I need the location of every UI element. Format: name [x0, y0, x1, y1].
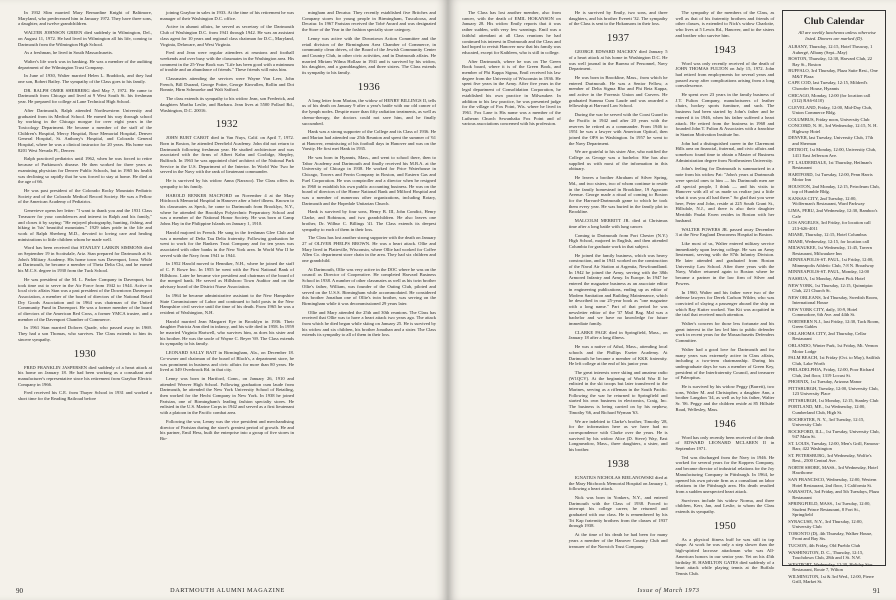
calendar-entry: CAPE COD, last Tuesday, 12:15, Mildred's Chowder House, Hyannis	[788, 80, 868, 92]
calendar-entry: BUFFALO, 3rd Thursday, Plaza Suite Rest., One M&T Plaza	[788, 68, 878, 79]
calendar-entry: NASHUA, 1st Monday, Albert Pick Hotel	[788, 275, 865, 281]
obituary-paragraph: WALTER JOHNSON GREEN died suddenly in Wilmington, Del., on August 11, 1972. He had lived in Wilmington all his life, coming to Dartmouth from the Wilmington High School.	[18, 30, 152, 47]
calendar-entry: CHICAGO, Monday, 12:00 (for location call (312) RA6-6110)	[788, 92, 871, 104]
obituary-paragraph: The sympathy of the members of the Class, as well as that of his fraternity brothers and friends of other classes, is extended to Nick's widow Charlotte, who lives at 5 Lewis Rd., Hanover, and to the sisters and brother who survive him.	[675, 10, 775, 38]
calendar-entry: CONCORD, N. H., 3rd Wednesday, 12:15, N. H. Highway Hotel	[788, 123, 878, 134]
year-heading-1943: 1943	[713, 44, 737, 56]
calendar-entry: ST. LOUIS, Tuesday, 12:00, Men's Grill, Famous-Barr, 422 Washington	[788, 440, 880, 452]
right-col-1	[462, 10, 561, 582]
obituary-paragraph: During the war he served with the Coast Guard in the Pacific in 1942 and after 20 years with the reserves he retired as a commander. From 1946 to 1951 he was a lawyer with American Optical, then joined the OPS in Washington. In 1957 he went to the Navy Department.	[568, 112, 668, 146]
club-calendar-box	[782, 10, 886, 585]
calendar-entry: NORTHERN N.J., last Friday, 12:30, Tack Room, Green Gables	[788, 318, 880, 330]
obituary-paragraph: Active in alumni affairs, he served as secretary of the Dartmouth Club of Washington D.C. from 1941 through 1942. He was an assistant class agent for 10 years and regional class chairman for D.C., Maryland, Virginia, Delaware, and West Virginia.	[160, 24, 294, 47]
year-heading-1938: 1938	[607, 458, 630, 470]
obituary-paragraph: DR. RALPH OMER SHERBERG died May 7, 1972. He came to Dartmouth from Chicago and lived at 9 West South St. his freshman year. He prepared for college at Lane Technical High School.	[18, 87, 152, 105]
year-heading-1950: 1950	[713, 520, 737, 532]
obituary-paragraph: In June of 1930, Walter married Helen L. Braddock, and they had one son, Robert Bailey. The sympathy of the Class goes to his family.	[18, 73, 152, 85]
calendar-entry: NORTH SHORE, MASS., 3rd Wednesday, Hotel Hawthorne	[788, 464, 878, 476]
left-col-3	[302, 10, 436, 582]
obituary-paragraph: We are indebted to Clarke's brother, Timothy '28, for the information here as we have had no correspondence with Clarke over the years. He is survived by his widow Alice (D. Steve) Way, East Longmeadow, Mass., three daughters, a sister, and his brother.	[568, 418, 668, 453]
obituary-paragraph: He spent over 23 years in the family business of J.T. Fulton Company, manufacturers of leather chairs, hockey sports furniture, and such. The business had been started by John's father and he entered it in 1946, when his father suffered a heart attack. He retired from the business in 1968 and founded John T. Fulton & Associates with a franchise in Stanton Motivation Institute Inc.	[675, 92, 775, 137]
obituary-paragraph: FRED FRANKLIN JASPERSEN died suddenly of a heart attack at his home on January 18. He had been working as a consultant and manufacturer's representative since his retirement from Graybar Electric Company in 1966.	[18, 364, 152, 387]
right-footer	[448, 587, 896, 595]
obituary-paragraph: Genevieve opens her letter: "I want to thank you and the 1931 Class Treasurer for your condolences and interest in Ralph and his family," and closes it by saying: "He enjoyed photography, hunting, fishing, and hiking in 'his' beautiful mountains." 1929 takes pride in the life and work of Ralph Sherberg M.D., devoted to loving care and healing ministrations to little children whom he made well.	[18, 208, 152, 242]
obituary-paragraph: Lenny was born in Hartford, Conn., on January 26, 1910 and attended Weaver High School. Following graduation cum laude from Dartmouth, he attended the New York University School of Retailing, then worked for the Hecht Company in New York. In 1938 he joined Parisian, one of Birmingham's leading fashion specialty stores. He enlisted in the U.S. Marine Corps in 1942 and served as a first lieutenant with a platoon in the Pacific combat area.	[160, 375, 294, 416]
calendar-entry: TORONTO (D), 4th Thursday, Walker House, Front and Bay Sts.	[788, 530, 873, 542]
left-col-2	[160, 10, 294, 582]
calendar-entry: BOSTON, Thursday, 12:30, Harvard Club, 22 Bay St., Boston	[788, 56, 873, 67]
obituary-paragraph: Walter's life work was in banking. He was a member of the auditing department of the Wilmington Trust Company.	[18, 58, 152, 70]
right-col-3	[676, 10, 775, 582]
obituary-paragraph: He leaves a brother Abraham of Silver Spring, Md., and two sisters, two of whom continue to reside in the family homestead in Brookline, 19 Agawam Avenue. George made a ritual of coming to Boston for the Harvard-Dartmouth game to which he took them every year. He was buried in the family plot in Brookline.	[568, 175, 668, 215]
calendar-entry: ST. PETERSBURG, 3rd Wednesday, Wolfie's Rest., 2500 Central Ave.	[788, 452, 872, 464]
club-calendar-column	[782, 10, 886, 585]
obituary-paragraph: Ted was discharged from the Navy in 1946. He worked for several years for the Koppers Company, and became director of industrial relations for the Joy Manufacturing Company in Pittsburgh. In 1964, he opened his own private firm as a consultant on labor relations in the Pittsburgh area. His death resulted from a sudden unexpected heart attack.	[675, 454, 775, 494]
obituary-paragraph: At the time of his death he had been for many years a member of the Hanover Country Club and treasurer of the Norwich Trust Company.	[568, 532, 668, 549]
obituary-paragraph: John had a distinguished career in the Claremont Hills area on financial, fraternal, and civic affairs and somehow found time to obtain a Master of Business Administration degree from Northeastern University.	[675, 140, 775, 163]
obituary-paragraph: He was born in Hyannis, Mass., and went to school there, then to Tabor Academy and Dartmouth and finally received his M.B.A. at the University of Chicago in 1938. He worked for Price Waterhouse in Chicago, Towers and Ferrin Company in Boston, and Eastern Gas and Fuel Corporation. He was comptroller and a director when he resigned in 1960 to establish his own public accounting business. He was on the board of directors of the Home National Bank and Milford Hospital and was a member of numerous other organizations, including Rotary, Dartmouth and the Hopedale Unitarian Church.	[302, 155, 436, 206]
obituary-paragraph: Hank was a strong supporter of the College and its Class of 1936. He and Marian had attended our 25th Reunion and spent the summer of '61 at Hanover, reminiscing of his football days in Hanover and was on the Varsity. He first met Hank in 1935.	[302, 129, 436, 152]
page-number-right: 91	[873, 587, 880, 595]
page-number-left: 90	[16, 587, 23, 595]
obituary-paragraph: HAROLD RENKER MACFORD on November 4 at the Mary Hitchcock Memorial Hospital in Hanover after a brief illness. Known to his classmates as Speck, he came to Dartmouth from Brooklyn, N.Y., where he attended the Brooklyn Polytechnic Preparatory School and was a member of the National Honor Society. He was born at Camp Johns Hay in the Philippine Islands on January 1, 1910.	[160, 192, 294, 227]
obituary-paragraph: Like most of us, Walter entered military service immediately upon leaving college. He was an Army lieutenant, serving with the 87th Infantry Division. He later attended and graduated from Boston University Law School. After three years with the Navy, Walter returned again to Boston where he became a partner in the law firm of Silver and Powers.	[675, 240, 775, 286]
calendar-entry: PHOENIX, 1st Tuesday, Arizona Manor	[788, 379, 862, 385]
calendar-entry: WILMINGTON, 1st & 3rd Wed., 12:00, Pierre Grill, Market St.	[788, 573, 874, 585]
calendar-entry: WASHINGTON, D. C., Thursday, 12:15, Touchdown Club, 28th and I St. N.W.	[788, 549, 864, 561]
obituary-paragraph: WALTER POWERS JR. passed away December 3 at the New England Deaconess Hospital in Boston.	[675, 226, 775, 238]
obituary-paragraph: We are grateful to his sister Abe, who notified the College as George was a bachelor. She has also supplied us with most of the information in this obituary.	[568, 149, 668, 172]
calendar-entry: PORTLAND, ME., 1st Wednesday, 12:00, Cumberland Club, High St.	[788, 404, 866, 415]
obituary-paragraph: Word has been received that STANLEY LARKIN SIMMONS died on September 19 in Scottsdale, Ariz. Stan prepared for Dartmouth at St. John's Military Academy. His home town was Davenport, Iowa. While at Dartmouth, he became a member of Theta Delta Chi, and he earned his M.C.S. degree in 1930 from the Tuck School.	[18, 245, 152, 274]
year-heading-1937: 1937	[607, 33, 630, 45]
obituary-paragraph: MALCOLM MERRITT JR. died at Christmas time after a long battle with lung cancer.	[568, 218, 668, 229]
obituary-paragraph: Word was only recently received of the death of JOHN THOMAS FULTON on July 15, 1972. John had retired from employments for several years and passed away after complications arising from a long convalescence.	[675, 60, 775, 89]
obituary-paragraph: He joined the family business, which was heavy construction, and in 1941 worked on the construction of the Naval Air Station at Argentia, Newfoundland. In 1942 he joined the Army, serving with the 38th Armored Infantry and Army. In Europe. In 1947 he entered the magazine business as an associate editor in engineering publications, ending up as editor of Modern Sanitation and Building Maintenance, which he described in our 25-year book as "one magazine with a long name." Part of that period he was newsletter editor of the '37 Mail Bag. Mal was a bachelor and we have no knowledge for future immediate family.	[568, 252, 668, 327]
calendar-entry: SPRINGFIELD, MASS., 1st Tuesday, 12:00, Student Prince Restaurant, 8 Fort St., Springfield	[788, 501, 871, 518]
obituary-paragraph: mingham and Decatur. They recently established five Britches and Company stores for young people in Birmingham, Tuscaloosa, and Decatur. In 1967 Parisian received the Tobé Award and was designated the Store of the Year in the fashion specialty store category.	[302, 10, 436, 33]
obituary-paragraph: John's feeling for Dartmouth is summarized in a note from his widow Pat: "John's years at Dartmouth were special ones to him — his Dartmouth men are all special people, I think — and his visits to Hanover with all of us made us realize just a little what it was you all had there." So glad that you were here, Peter and John, reside at 225 South Grant St., Hillsdale, N.J., and there is also their daughter Meridith Paulat Ewen resides in Boston with her husband.	[675, 166, 775, 223]
calendar-entry: MINNEAPOLIS-ST. PAUL, Monday, 12:00	[788, 269, 870, 275]
obituary-paragraph: The class extends its sympathy to his widow Jean, son Frederick, and daughters Martha Leslie, and Barbara. Jean lives at 5500 Pollard Rd., Washington, D.C. 20016.	[160, 96, 294, 113]
obituary-paragraph: After Dartmouth, where he was on The Green Book board, where it is of the Green Book, and member of Phi Kappa Sigma, Emil received his law degree from the University of Wisconsin in 1936. He spent five years in the Army. After five years in the legal department of Consolidation Corporation, he established his own practice in Milwaukee. In addition to his law practice, he was presented judge for the village of Fox Point, Wis. where he lived in 1961. Fox Lane is His name was a member of the Lutheran Church Sewanhaka Fox Point and of various associations concerned with his profession.	[462, 58, 561, 127]
year-heading-1946: 1946	[713, 418, 737, 430]
calendar-entry: MIAMI, Thursday, 12:15, Hotel Columbus	[788, 232, 867, 238]
obituary-paragraph: He is survived by his widow Peggy (Barrett), two sons, Walter M. and Christopher, a daughter Ann, a brother Langdon '34, as well as by his father, Walter Sr. '06. Peggy and the children reside at 85 Hillside Road, Wellesley, Mass.	[675, 384, 775, 412]
calendar-entry: KANSAS CITY, 2nd Tuesday, 12:00, Wolferman's Restaurant, Ward Parkway	[788, 195, 865, 207]
obituary-paragraph: joining Graybar in sales in 1933. At the time of his retirement he was manager of their Washington D.C. office.	[160, 10, 294, 21]
obituary-paragraph: Coming to Dartmouth from Port Chester (N.Y.) High School, majored in English, and then attended Columbia for graduate work in that subject.	[568, 232, 668, 249]
obituary-paragraph: In 1961 Stan married Dolores Quade, who passed away in 1969. They had a son Thomas, who survives. The Class extends to him its sincere sympathy.	[18, 325, 152, 342]
calendar-entry: NEW YORK CITY, daily, 10:9, Hotel Commodore, 6th Ave. and 44th St.	[788, 306, 858, 318]
obituary-paragraph: Classmates attending the services were Wayne Van Leer, John French, Bill Durand, George Potter, George Kinvallen, Rollin and Dot Bonnie, Hirm Schmoeke and Walt Safford.	[160, 76, 294, 93]
calendar-entry: OKLAHOMA CITY, 2nd Thursday, Cellar Restaurant	[788, 330, 867, 342]
year-heading-1932: 1932	[215, 119, 239, 131]
calendar-entry: DENVER, last Tuesday, University Club, 17th and Sherman	[788, 135, 874, 146]
left-footer	[0, 587, 448, 595]
obituary-paragraph: In 1960, Walter and his father were two of the defense lawyers for Derek Carlson Wilder, who was convicted of slaying a passenger aboard the ship on which Ray Kutter worked. Van Kit was acquitted in the trial that received much attention.	[675, 289, 775, 318]
calendar-entry: PALM BEACH, 1st Friday (Oct. to May), Sailfish Club, Lake Worth	[788, 355, 880, 366]
right-page	[448, 0, 896, 600]
calendar-entry: NEW ORLEANS, 3rd Thursday, Swedish Room, International House	[788, 294, 879, 306]
calendar-entry: COLUMBUS, Friday noon, University Club	[788, 116, 870, 122]
right-col-2	[569, 10, 668, 582]
club-calendar-intro: All are weekly luncheons unless otherwise listed. Dinners are marked (D).	[798, 30, 876, 41]
obituary-paragraph: Word has only recently been received of the death of EDWARD LEONARD MCLAREN II in September 1971.	[675, 434, 775, 451]
obituary-paragraph: In 1952 Harold moved to Henniker, N.H., where he joined the staff of C. P. Rowe Inc. In 1955 he went with the First National Bank of Hillsboro. Later he became vice president and chairman of the board of the merged bank. He served as Hillsboro Town Auditor and on the advisory board of the District Nurse Association.	[160, 261, 294, 290]
obituary-paragraph: Following the war, Lenny was the vice president and merchandising director of Parisian during the store's greatest period of growth. He and his partner, Emil Hess, built the enterprise into a group of five stores in Bir-	[160, 418, 294, 441]
left-col-1	[18, 10, 152, 582]
obituary-paragraph: The great interests were skiing and amateur radio (W1QCV). At the beginning of World War II he enlisted in the ski troops but later transferred to the Marines, serving as a rifleman in the South Pacific. Following the war he returned to Springfield and started his own business in electronics, Craig, Inc. The business is being carried on by his nephew, Timothy '66, and Richard Wyman '63.	[568, 369, 668, 415]
obituary-paragraph: GEORGE EDWARD MACKEY died January 5 of a heart attack at his home in Washington D.C. He was well journal in the Bureau of Personnel, Navy Department.	[568, 49, 668, 72]
obituary-paragraph: At Dartmouth, Ollie was very active in the DOC where he was on the council as Director of Cooperative. He completed Harvard Business School in 1938. A number of other classmates as well as his twin brother Ollie's father, William, was founder of the Outing Club, piloted and served on the U.S.S. Birmingham while accommodated. He considered this brother Jonathan one of Ollie's twin brother, was serving on the Birmingham while it was decommissioned 29 years later.	[302, 266, 436, 306]
calendar-entry: MIAMI, Wednesday, 12:15, for location call	[788, 238, 870, 244]
obituary-paragraph: Nick was born in Yonkers, N.Y., and entered Dartmouth with the Class of 1938. Forced to interrupt his college career, he returned and graduated with our class. He is remembered by his Tri Kap fraternity brothers from the classes of 1937 through 1938.	[568, 494, 668, 529]
calendar-entry: CLEVELAND, Friday, 12:00, Mid-Day Club, Union Commerce Bldg.	[788, 104, 873, 116]
magazine-title: DARTMOUTH ALUMNI MAGAZINE	[170, 587, 285, 594]
calendar-entry: ROCHESTER, N. Y., 3rd Tuesday, 12:15, University Club	[788, 416, 865, 428]
obituary-paragraph: As a physical fitness buff he was still in top shape. At work he was only a step slower than the high-spirited lacrosse attackman who was All-American honors in our senior year. Yet on his 45th birthday H. HAMILTON GATES died suddenly of a heart attack while playing tennis at the Buffalo Tennis Club.	[675, 536, 775, 576]
obituary-paragraph: Survivors include his widow Norma, and three children, Kerr, Jan, and Leslie, to whom the Class extends its sympathy.	[675, 497, 775, 515]
obituary-paragraph: Walter had a good love for Dartmouth and for many years was extremely active in Class affairs, including a two-term chairmanship. During his undergraduate days he was a member of Green Key, president of the Interfraternity Council, and treasurer of Paleopitus.	[675, 346, 775, 381]
obituary-paragraph: As a freshman, he lived in South Massachusetts.	[24, 50, 113, 56]
calendar-entry: HARTFORD, 1st Tuesday, 12:00, Penn Harris Motor Inn	[788, 171, 873, 183]
obituary-paragraph: Harold majored in French. He sang in the freshman Glee Club and was a member of Delta Tau Delta fraternity. Following graduation he went to work for the Bankers Trust Company and for ten years was associated with other banks in the New York area. In World War II he served with the Navy from 1941 to 1944.	[160, 229, 294, 258]
issue-date: Issue of March 1973	[637, 587, 700, 594]
calendar-entry: LIMA, PERU, 2nd Wednesday, 12:30, Bamboo's Cafe	[788, 207, 878, 219]
obituary-paragraph: He is survived by his widow Anna (Narraco). The Class offers its sympathy to his family.	[160, 178, 294, 189]
obituary-paragraph: The Class has lost another member, also from cancer, with the death of EMIL HOKANSON on January 28. His widow Emily reports that it was rather sudden, with very few warnings. Emil was a faithful attendant at all Class reunions he had continued his interest in Dartmouth and the Class and had hoped to revisit Hanover now that his family was educated, except for Kathleen, who is still in college.	[462, 10, 561, 55]
obituary-paragraph: Ralph practiced pediatrics until 1962, when he was forced to retire because of Parkinson's disease. He then worked for three years as examining physician for Denver Public Schools, but in 1965 his health was declining so rapidly that he was forced to stay at home. He died at the age of 66.	[18, 156, 152, 185]
obituary-paragraph: He was past president of the Colorado Rocky Mountain Pediatric Society and of the Colorado Medical Record Society. He was a Fellow of the American Academy of Pediatrics.	[18, 187, 152, 205]
obituary-paragraph: He was born in Brookline, Mass., from which he entered Dartmouth. He was a Senior Fellow, a member of Delta Sigma Rho and Phi Beta Kappa, and active in the Forensic Union and Carvers. He graduated Summa Cum Laude and was awarded a fellowship at Harvard Law School.	[568, 74, 668, 109]
calendar-entry: PITTSBURGH, Tuesday, 12:00, University Club, 123 University Place	[788, 385, 879, 397]
obituary-paragraph: Ollie and Mary attended the 25th and 30th reunions. The Class has received that Ollie was to have a heart attack two years ago. The attack from which he died began while skiing on January 25. He is survived by his widow and six children, his brother Jonathan and a sister. The Class extends its sympathy to all of them in their loss.	[302, 309, 436, 338]
calendar-entry: SARASOTA, 3rd Friday, and 5th Tuesdays, Plaza Restaurant	[788, 489, 879, 500]
calendar-entry: NEW YORK, 1st Thursday, 12:15, Quinnipiac Club, 221 Church St.	[788, 282, 874, 294]
calendar-entry: TUCSON, 4th Friday, Old Pueblo Club	[788, 543, 861, 549]
obituary-paragraph: A long letter from Marian, the widow of HENRY BILLINGS II, tells us of his death on January 9 after a year's battle with our old cancer of the lymph nodes. Despite more than fifty radiation treatments, as well as chemo-therapy, the doctors could not save him, and he finally succumbed.	[302, 97, 436, 126]
obituary-paragraph: Fred and Jean were regular attendees at reunions and football weekends and over busy with the classmates in the Washington area. His comment in the 25-Year Book was "Life has been good with a minimum of trouble and an abundance of friends." These friends will miss him.	[160, 50, 294, 73]
obituary-paragraph: He was a native of Athol, Mass., attending local schools and the Phillips Exeter Academy. At Dartmouth he became a member of KKK fraternity. He left college at the end of his junior year.	[568, 344, 668, 367]
obituary-paragraph: He was president of the M. L. Parker Company in Davenport, but took time out to serve in the Air Force from 1942 to 1944. Active in local civic affairs Stan was a past president of the Downtown Davenport Association, a member of the board of directors of the National Retail Dry Goods Association and in 1964 was chairman of the United Community Fund in Davenport. He was a former member of the board of directors of the American Red Cross, a former YMCA trustee, and a member of the Davenport Chamber of Commerce.	[18, 276, 152, 322]
obituary-paragraph: Lenny was active with the Downtown Action Committee and the retail division of the Birmingham Area Chamber of Commerce, in community clean drives, of the Board of the Jewish Community Center and Country Club, in other civic activities, and in Dartmouth affairs. He married Miriam Wilma Hollaar in 1941 and is survived by his widow, his daughter, and a granddaughter, and three sisters. The Class extends its sympathy to his family.	[302, 35, 436, 76]
calendar-entry: MINNEAPOLIS-ST. PAUL, 1st Friday, 12:00, Minneapolis Athletic Club, 7:8 N. Broadway	[788, 257, 875, 268]
right-page-columns	[462, 10, 886, 585]
calendar-entry: ROCKFORD, ILL., 1st Tuesday, University Club, 947 Main St.	[788, 428, 880, 440]
obituary-paragraph: Walter's concern for those less fortunate and his great interest in the law led him to public defender work in recent years for the Massachusetts Defenders Committee.	[675, 321, 775, 344]
obituary-paragraph: JOHN BURT CABOT died in Van Nuys, Calif. on April 7, 1972. Born in Boston, he attended Deerfield Academy. John did not return to Dartmouth following freshman year. He studied architecture and was associated with the firms of Albert Kahn and Coolidge, Shepley, Bulfinch. In 1963 he was appointed chief architect of the National Park Service in the U.S. Department of the Interior. In World War Two he served in the Navy with the rank of lieutenant commander.	[160, 135, 294, 175]
year-heading-1930: 1930	[73, 348, 97, 360]
obituary-paragraph: The Class has lost another strong supporter with the death on January 27 of OLIVER PHELPS BROWN. He was a heart attack. Ollie and Mary lived in Platteville, Wisconsin, where Ollie had worked for Coffee Allen Co. department store chain in the area. They had six children and one grandchild.	[302, 235, 436, 264]
calendar-entry: WESTPORT, Wednesday, 12:30, Holiday Star Restaurant, Route 7, Wilton	[788, 561, 873, 573]
obituary-paragraph: IGNATIUS NICHOLAS BIELANOWSKI died at the Mary Hitchcock Memorial Hospital on January 1, following a heart attack.	[568, 474, 668, 492]
calendar-entry: HOUSTON, 2nd Monday, 12:15, Petroleum Club, top of Humble Bldg.	[788, 183, 880, 195]
calendar-entry: MILWAUKEE, 1st Wednesday, 11:45, Tavern Restaurant, Milwaukee Inn	[788, 245, 872, 256]
calendar-entry: SAN FRANCISCO, Wednesday, 12:00, Western Hotel Restaurant, 2nd floor, 1 California St.	[788, 477, 877, 488]
obituary-paragraph: Harold married Jean Margaret Eye in Brooklyn in 1936. Their daughter Patricia Ann died in infancy, and his wife died in 1958. In 1959 he married Virginia Hartwell, who survives him, as does his sister and his brother. He was the uncle of Wayne C. Beyer '69. The Class extends its sympathy to his family.	[160, 318, 294, 347]
calendar-entry: PHILADELPHIA, Friday, 12:00, Poor Richard Club, 2nd floor, 1319 Locust St.	[788, 367, 875, 378]
obituary-paragraph: LEONARD SALLY BAIT in Birmingham, Ala., on December 18. Co-owner and chairman of the board of Blach's, a department store, he was prominent in business and civic affairs for more than 80 years. He lived at 349 Overbrook Rd. in that city.	[160, 350, 294, 373]
obituary-paragraph: Fred received his C.E. from Thayer School in 1931 and worked a short time for the Reading Railroad before	[18, 390, 152, 402]
year-heading-1936: 1936	[357, 81, 381, 93]
obituary-paragraph: CLARKE PAGE died in Springfield, Mass., on January 18 after a long illness.	[568, 329, 668, 341]
obituary-paragraph: Hank is survived by four sons, Henry B. III, John Condict, Henry Clarke, and Robinson, and two grandchildren. He also leaves one brother, Dr. Wilbur C. Billings '41. The Class extends its deepest sympathy to each of them in their loss.	[302, 209, 436, 232]
left-page-columns	[18, 10, 436, 582]
club-calendar-title: Club Calendar	[803, 17, 865, 27]
calendar-entry: ORLANDO, Winter Park, 1st Friday, Mt. Vernon Motor Lodge	[788, 342, 878, 354]
obituary-paragraph: In 1932 Slim married Mary Bernardine Knight of Baltimore, Maryland, who predeceased him in January 1972. They have three sons, a daughter, and twelve grandchildren.	[18, 10, 152, 27]
obituary-paragraph: In 1964 he became administrative assistant to the New Hampshire State Commissioner of Labor and continued to hold posts in the New Hampshire civil service until the time of his death. From 1965 he was a resident of Washington, N.H.	[160, 292, 294, 315]
obituary-paragraph: After Dartmouth, Ralph attended Northwestern University and graduated from its Medical School. He earned his way through school by working in the Chicago morgue for over eight years in the Toxicology Department. He became a member of the staff of the Children's Hospital, Mercy Hospital, Rose Memorial Hospital, Denver General Hospital, St. Anthony's Hospital, and Colorado General Hospital, where he was a clinical instructor for 20 years. His home was 8201 West Nevada Pl., Denver.	[18, 107, 152, 153]
calendar-entry: SYRACUSE, N.Y., 3rd Thursday, 12:00, University Club	[788, 518, 863, 530]
calendar-entry: LOS ANGELES, 3rd Friday, for location call 213-626-4011	[788, 220, 871, 231]
calendar-entry: DETROIT, 1st Monday, 12:00, University Club, 1411 East Jefferson Ave.	[788, 147, 877, 159]
calendar-entry: ALBANY, Thursday, 12:15, Hotel Thruway, 1 Aubergé, Albany (Sept.–May)	[788, 44, 873, 55]
obituary-paragraph: He is survived by Emily, two sons, and three daughters, and his brother Everett '32. The sympathy of the Class is sent to the Hokansons in their loss.	[568, 10, 668, 27]
calendar-entry: FT. LAUDERDALE, 1st Thursday, Heilman's Restaurant	[788, 159, 873, 171]
calendar-entry: PITTSBURGH, 1st Monday, 12:15, Stanley Club	[788, 397, 879, 403]
